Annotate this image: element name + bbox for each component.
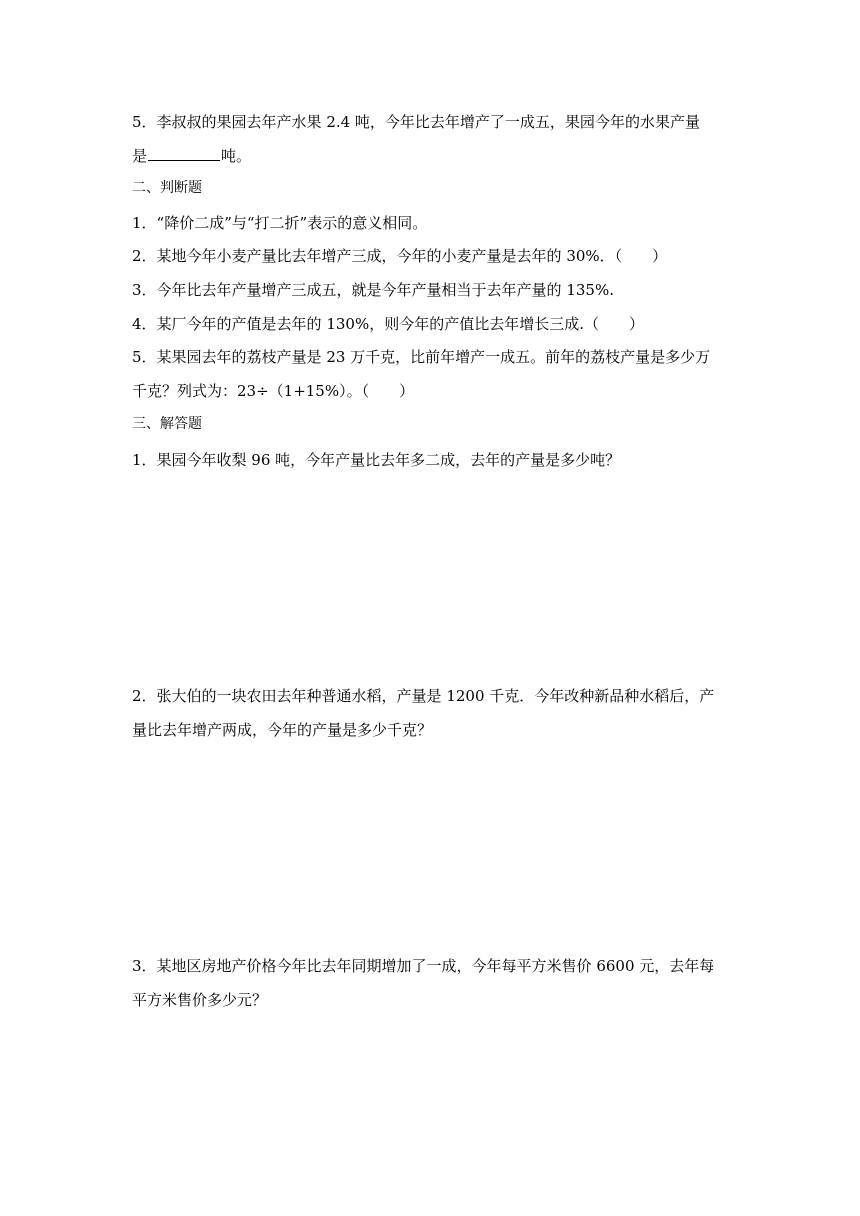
judgement-heading: 二、判断题 xyxy=(132,180,202,196)
fill-in-q5-line1: 5．李叔叔的果园去年产水果 2.4 吨，今年比去年增产了一成五，果园今年的水果产量 xyxy=(132,113,700,131)
judgement-q5-line2: 千克？列式为：23÷（1+15%）。（ ） xyxy=(132,382,415,400)
solve-q2-line1: 2．张大伯的一块农田去年种普通水稻，产量是 1200 千克．今年改种新品种水稻后，产 xyxy=(132,687,715,705)
judgement-q2: 2．某地今年小麦产量比去年增产三成，今年的小麦产量是去年的 30%．（ ） xyxy=(132,247,668,265)
answer-blank xyxy=(148,146,220,161)
judgement-q3: 3．今年比去年产量增产三成五，就是今年产量相当于去年产量的 135%. xyxy=(132,281,614,299)
judgement-q4: 4．某厂今年的产值是去年的 130%，则今年的产值比去年增长三成.（ ） xyxy=(132,315,644,333)
solve-heading: 三、解答题 xyxy=(132,416,202,432)
fill-in-q5-suffix: 吨。 xyxy=(221,147,252,165)
solve-q3-line1: 3．某地区房地产价格今年比去年同期增加了一成，今年每平方米售价 6600 元，去年每 xyxy=(132,957,715,975)
solve-q2-line2: 量比去年增产两成，今年的产量是多少千克？ xyxy=(132,721,433,739)
solve-q3-line2: 平方米售价多少元？ xyxy=(132,991,268,1009)
fill-in-q5-prefix: 是 xyxy=(132,147,148,165)
solve-q1: 1．果园今年收梨 96 吨，今年产量比去年多二成，去年的产量是多少吨？ xyxy=(132,451,621,469)
fill-in-q5-line2 xyxy=(132,146,251,166)
judgement-q1: 1．“降价二成”与“打二折”表示的意义相同。 xyxy=(132,214,428,232)
judgement-q5-line1: 5．某果园去年的荔枝产量是 23 万千克，比前年增产一成五。前年的荔枝产量是多少万 xyxy=(132,348,711,366)
